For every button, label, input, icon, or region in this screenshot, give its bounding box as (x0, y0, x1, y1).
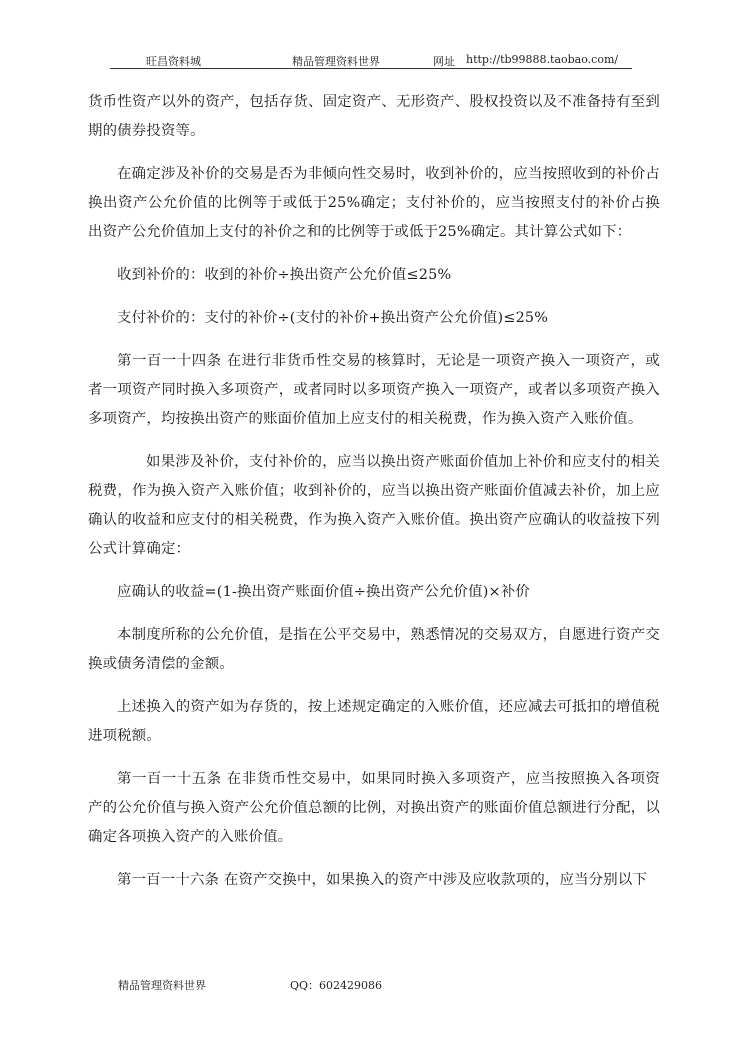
paragraph: 如果涉及补价，支付补价的，应当以换出资产账面价值加上补价和应支付的相关税费，作为换入资产入账价值；收到补价的，应当以换出资产账面价值减去补价，加上应确认的收益和应支付的相关税费，作为换入资产入账价值。换出资产应确认的收益按下列公式计算确定： (88, 454, 660, 557)
paragraph: 在确定涉及补价的交易是否为非倾向性交易时，收到补价的，应当按照收到的补价占换出资产公允价值的比例等于或低于25%确定；支付补价的，应当按照支付的补价占换出资产公允价值加上支付的补价之和的比例等于或低于25%确定。其计算公式如下： (88, 166, 660, 240)
document-body (88, 88, 660, 909)
paragraph: 本制度所称的公允价值，是指在公平交易中，熟悉情况的交易双方，自愿进行资产交换或债务清偿的金额。 (88, 627, 660, 672)
paragraph: 上述换入的资产如为存货的，按上述规定确定的入账价值，还应减去可抵扣的增值税进项税额。 (88, 699, 660, 744)
paragraph: 货币性资产以外的资产，包括存货、固定资产、无形资产、股权投资以及不准备持有至到期的债券投资等。 (88, 94, 660, 139)
formula-paid: 支付补价的：支付的补价÷(支付的补价+换出资产公允价值)≤25% (117, 310, 549, 326)
page-header (110, 52, 632, 69)
article-114: 第一百一十四条 在进行非货币性交易的核算时，无论是一项资产换入一项资产，或者一项资产同时换入多项资产，或者同时以多项资产换入一项资产，或者以多项资产换入多项资产，均按换出资产的账面价值加上应支付的相关税费，作为换入资产入账价值。 (88, 353, 660, 427)
footer-qq: QQ：602429086 (290, 979, 383, 992)
formula-received: 收到补价的：收到的补价÷换出资产公允价值≤25% (117, 267, 452, 283)
footer-brand: 精品管理资料世界 (118, 979, 206, 992)
header-url-label: 网址 (433, 55, 455, 68)
article-115: 第一百一十五条 在非货币性交易中，如果同时换入多项资产，应当按照换入各项资产的公允价值与换入资产公允价值总额的比例，对换出资产的账面价值总额进行分配，以确定各项换入资产的入账价值。 (88, 771, 660, 845)
formula-gain: 应确认的收益=(1-换出资产账面价值÷换出资产公允价值)×补价 (117, 584, 530, 600)
header-brand: 精品管理资料世界 (292, 55, 380, 68)
header-url-link[interactable]: http://tb99888.taobao.com/ (466, 53, 619, 66)
header-site-name: 旺昌资料城 (146, 55, 201, 68)
article-116: 第一百一十六条 在资产交换中，如果换入的资产中涉及应收款项的，应当分别以下 (117, 872, 648, 888)
